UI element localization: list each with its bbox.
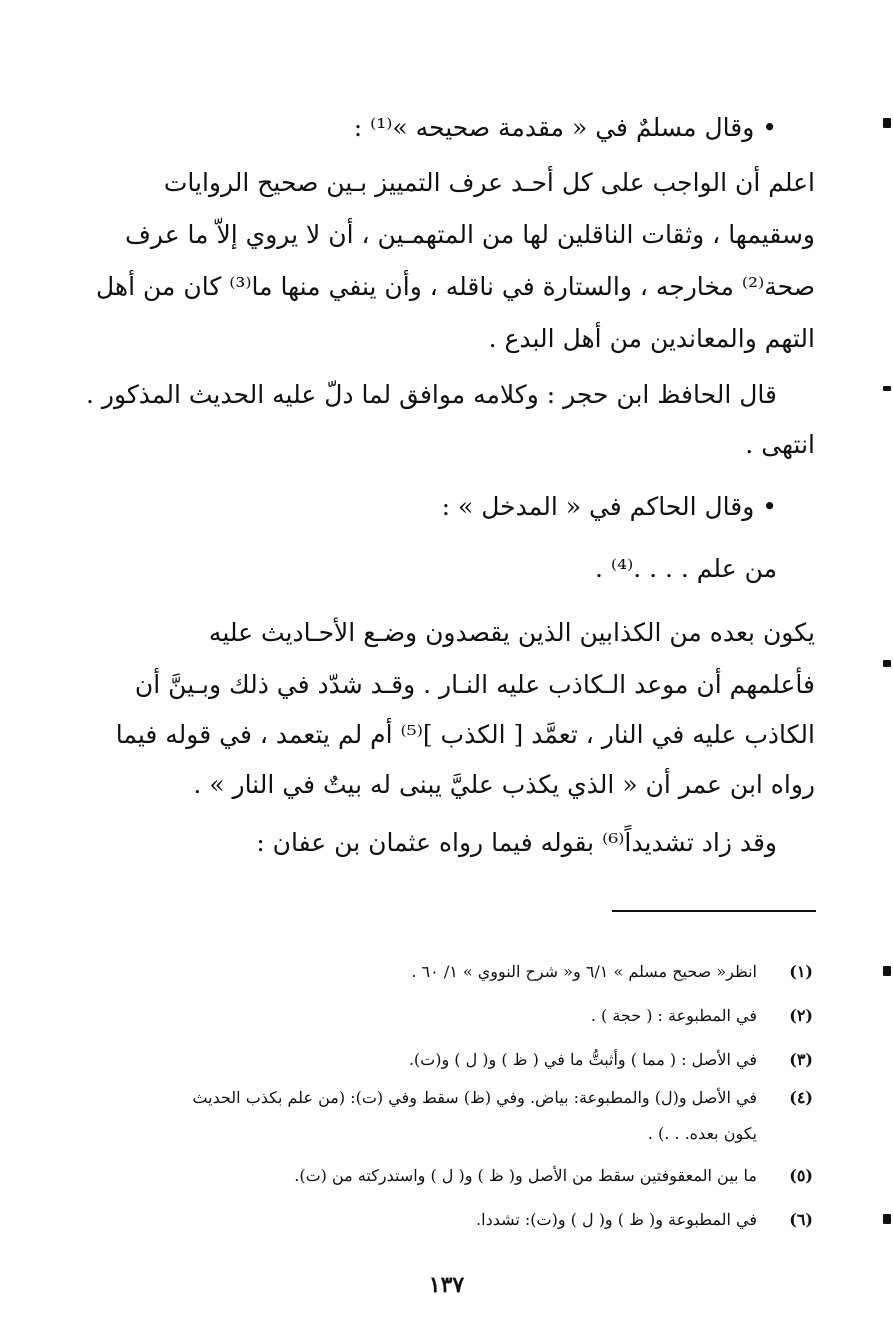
footnote-number: (٣)	[789, 1050, 813, 1069]
paragraph-line: وقد زاد تشديداً⁽⁶⁾ بقوله فيما رواه عثمان بن عفان :	[256, 828, 777, 857]
heading-hakim: • وقال الحاكم في « المدخل » :	[441, 492, 777, 521]
footnote-text: في المطبوعة و( ظ ) و( ل ) و(ت): تشددا.	[476, 1210, 757, 1229]
footnote-number: (٥)	[789, 1166, 813, 1185]
margin-mark	[883, 386, 891, 391]
margin-mark	[883, 966, 891, 976]
footnote-text: انظر« صحيح مسلم » ٦/١ و« شرح النووي » ١/ ٦٠ .	[411, 962, 757, 981]
footnote-text: ما بين المعقوفتين سقط من الأصل و( ظ ) و( ل ) واستدركته من (ت).	[294, 1166, 757, 1185]
paragraph-line: فأعلمهم أن موعد الـكاذب عليه النـار . وقـد شدّد في ذلك وبـينَّ أن	[134, 670, 815, 699]
footnote-number: (٤)	[789, 1088, 813, 1107]
paragraph-line: وسقيمها ، وثقات الناقلين لها من المتهمـين ، أن لا يروي إلاّ ما عرف	[124, 220, 815, 249]
footnote-separator	[612, 910, 816, 912]
footnote-number: (١)	[789, 962, 813, 981]
page-number: ١٣٧	[428, 1272, 465, 1298]
paragraph-line: قال الحافظ ابن حجر : وكلامه موافق لما دلّ عليه الحديث المذكور .	[85, 380, 777, 409]
heading-muslim: • وقال مسلمٌ في « مقدمة صحيحه »⁽¹⁾ :	[353, 113, 777, 142]
paragraph-line: يكون بعده من الكذابين الذين يقصدون وضـع الأحـاديث عليه	[208, 618, 815, 647]
margin-mark	[883, 1214, 891, 1224]
footnote-text-continued: يكون بعده. . .) .	[647, 1124, 757, 1143]
paragraph-line: انتهى .	[745, 430, 815, 459]
paragraph-line: رواه ابن عمر أن « الذي يكذب عليَّ يبنى له بيتٌ في النار » .	[193, 770, 815, 799]
paragraph-line: صحة⁽²⁾ مخارجه ، والستارة في ناقله ، وأن ينفي منها ما⁽³⁾ كان من أهل	[95, 272, 815, 301]
paragraph-line: التهم والمعاندين من أهل البدع .	[488, 324, 815, 353]
footnote-number: (٢)	[789, 1006, 813, 1025]
paragraph-line: الكاذب عليه في النار ، تعمَّد [ الكذب ]⁽⁵⁾ أم لم يتعمد ، في قوله فيما	[115, 720, 815, 749]
footnote-text: في الأصل و(ل) والمطبوعة: بياض. وفي (ظ) سقط وفي (ت): (من علم بكذب الحديث	[192, 1088, 757, 1107]
margin-mark	[883, 118, 891, 128]
footnote-number: (٦)	[789, 1210, 813, 1229]
margin-mark	[883, 660, 891, 667]
paragraph-line: اعلم أن الواجب على كل أحـد عرف التمييز بـين صحيح الروايات	[163, 168, 815, 197]
quote-fragment: من علم . . . .⁽⁴⁾ .	[595, 554, 777, 583]
footnote-text: في المطبوعة : ( حجة ) .	[590, 1006, 757, 1025]
footnote-text: في الأصل : ( مما ) وأثبتُّ ما في ( ظ ) و( ل ) و(ت).	[408, 1050, 757, 1069]
